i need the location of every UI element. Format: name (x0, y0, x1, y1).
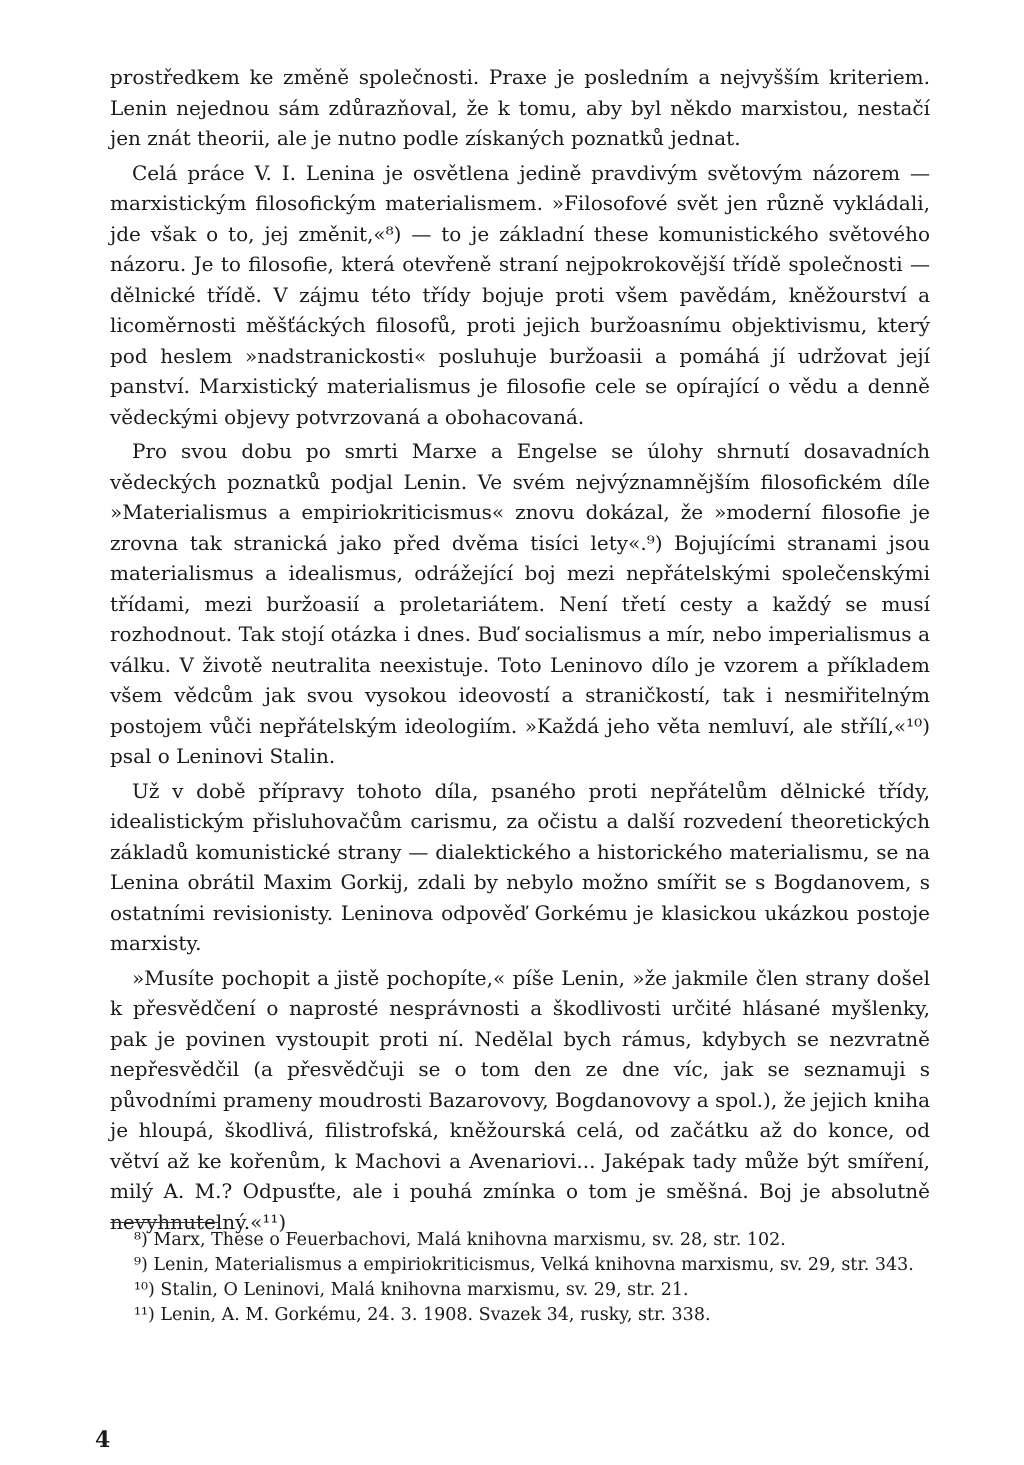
footnote: ⁹) Lenin, Materialismus a empiriokriticismus, Velká knihovna marxismu, sv. 29, str. 343. (134, 1255, 914, 1275)
footnote: ¹⁰) Stalin, O Leninovi, Malá knihovna marxismu, sv. 29, str. 21. (134, 1280, 689, 1300)
body-text (110, 62, 930, 1237)
paragraph: Celá práce V. I. Lenina je osvětlena jedině pravdivým světovým názorem — marxistickým filosofickým materialismem. »Filosofové svět jen různě vykládali, jde však o to, jej změnit,«⁸) — to je základní these komunistického světového názoru. Je to filosofie, která otevřeně straní nejpokrokovější třídě společnosti — dělnické třídě. V zájmu této třídy bojuje proti všem pavědám, kněžourství a licoměrnosti měšťáckých filosofů, proti jejich buržoasnímu objektivismu, který pod heslem »nadstranickosti« posluhuje buržoasii a pomáhá jí udržovat její panství. Marxistický materialismus je filosofie cele se opírající o vědu a denně vědeckými objevy potvrzovaná a obohacovaná. (110, 160, 930, 429)
paragraph: Pro svou dobu po smrti Marxe a Engelse se úlohy shrnutí dosavadních vědeckých poznatků podjal Lenin. Ve svém nejvýznamnějším filosofickém díle »Materialismus a empiriokriticismus« znovu dokázal, že »moderní filosofie je zrovna tak stranická jako před dvěma tisíci lety«.⁹) Bojujícími stranami jsou materialismus a idealismus, odrážející boj mezi nepřátelskými společenskými třídami, mezi buržoasií a proletariátem. Není třetí cesty a každý se musí rozhodnout. Tak stojí otázka i dnes. Buď socialismus a mír, nebo imperialismus a válku. V životě neutralita neexistuje. Toto Leninovo dílo je vzorem a příkladem všem vědcům jak svou vysokou ideovostí a straničkostí, tak i nesmiřitelným postojem vůči nepřátelským ideologiím. »Každá jeho věta nemluví, ale střílí,«¹⁰) psal o Leninovi Stalin. (110, 439, 930, 768)
footnotes (110, 1222, 930, 1328)
footnote: ⁸) Marx, These o Feuerbachovi, Malá knihovna marxismu, sv. 28, str. 102. (134, 1230, 786, 1250)
footnote-separator (110, 1222, 220, 1223)
page-number: 4 (95, 1427, 111, 1453)
paragraph: »Musíte pochopit a jistě pochopíte,« píše Lenin, »že jakmile člen strany došel k přesvědčení o naprosté nesprávnosti a škodlivosti určité hlásané myšlenky, pak je povinen vystoupit proti ní. Nedělal bych rámus, kdybych se nezvratně nepřesvědčil (a přesvědčuji se o tom den ze dne víc, jak se seznamuji s původními prameny moudrosti Bazarovovy, Bogdanovovy a spol.), že jejich kniha je hloupá, škodlivá, filistrofská, kněžourská celá, od začátku až do konce, od větví až ke kořenům, k Machovi a Avenariovi... Jaképak tady může být smíření, milý A. M.? Odpusťte, ale i pouhá zmínka o tom je směšná. Boj je absolutně nevyhnutelný.«¹¹) (110, 965, 930, 1234)
paragraph: prostředkem ke změně společnosti. Praxe je posledním a nejvyšším kriteriem. Lenin nejednou sám zdůrazňoval, že k tomu, aby byl někdo marxistou, nestačí jen znát theorii, ale je nutno podle získaných poznatků jednat. (110, 65, 930, 150)
paragraph: Už v době přípravy tohoto díla, psaného proti nepřátelům dělnické třídy, idealistickým přisluhovačům carismu, za očistu a další rozvedení theoretických základů komunistické strany — dialektického a historického materialismu, se na Lenina obrátil Maxim Gorkij, zdali by nebylo možno smířit se s Bogdanovem, s ostatními revisionisty. Leninova odpověď Gorkému je klasickou ukázkou postoje marxisty. (110, 778, 930, 955)
footnote: ¹¹) Lenin, A. M. Gorkému, 24. 3. 1908. Svazek 34, rusky, str. 338. (134, 1305, 711, 1325)
